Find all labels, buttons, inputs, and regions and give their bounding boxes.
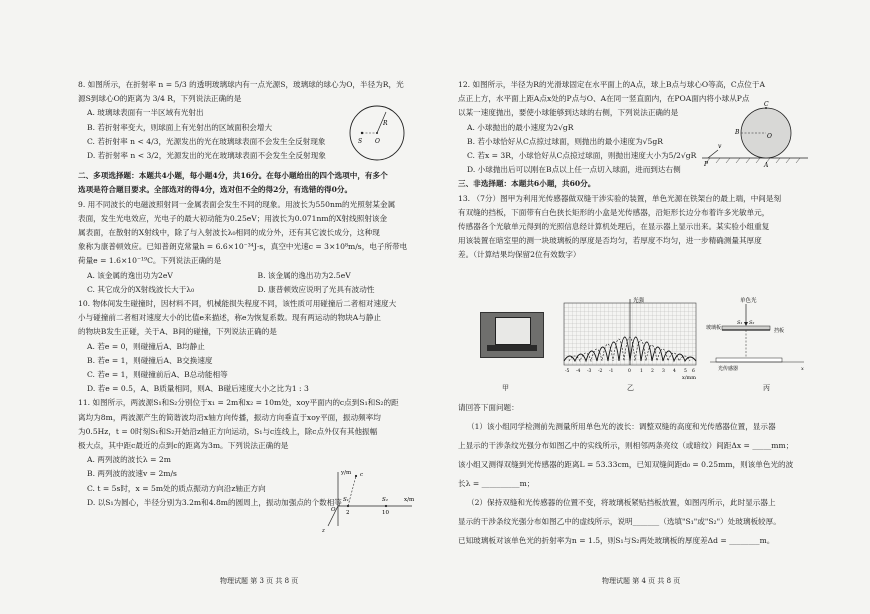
q9-option-d: D. 康普顿效应说明了光具有波动性 (257, 284, 375, 294)
monitor-screen (495, 317, 531, 345)
q13-stem-5: 差。（计算结果均保留2位有效数字） (458, 250, 581, 260)
tick-2: 2 (346, 510, 350, 516)
tick-label: 6 (692, 369, 695, 374)
graph-xlabel: x/mm (682, 375, 696, 381)
q9-stem-2: 表面，发生光电效应，光电子的最大初动能为0.25eV；用波长为0.071nm的X射线照射该金 (78, 213, 388, 223)
keyboard (487, 345, 537, 351)
page-footer-right: 物理试题 第 4 页 共 8 页 (602, 577, 681, 585)
label-o: O (331, 507, 336, 513)
center-dot (376, 132, 378, 134)
question-13 (458, 192, 810, 263)
q12-sphere-figure (700, 100, 810, 168)
setup-schematic (706, 296, 810, 380)
label-o: O (375, 138, 380, 145)
tick-label: -1 (609, 369, 614, 374)
arrow-head (744, 322, 748, 326)
q13-p1-3: 该小组又测得双缝到光传感器的距离L = 53.33cm，已知双缝间距d₀ = 0.25mm，则该单色光的波 (458, 460, 794, 469)
q8-option-a: A. 玻璃球表面有一半区域有光射出 (87, 108, 204, 118)
tick-label: 1 (640, 369, 643, 374)
q8-stem-2: 源S到球心O的距离为 3/4 R，下列说法正确的是 (78, 94, 242, 104)
q13-prompt: 请回答下面问题： (458, 403, 519, 412)
label-c: c (360, 472, 364, 478)
q9-stem-5: 荷量e = 1.6×10⁻¹⁹C。下列说法正确的是 (78, 256, 222, 266)
tick-10: 10 (382, 510, 389, 516)
graph-ticks (565, 368, 695, 374)
q11-stem-3: 为0.5Hz，t = 0时刻S₁和S₂开始沿z轴正方向运动，S₁与c连线上，除c点外仅有其他振幅 (78, 426, 378, 436)
label-glass: 玻璃板 (706, 325, 722, 331)
source-s1 (347, 505, 349, 507)
label-s2: S₂ (382, 497, 388, 503)
q8-sphere-figure (342, 103, 412, 163)
label-v: v (718, 143, 722, 150)
q13-stem-3: 传感器各个光敏单元得到的光照信息经计算机处理后，在显示器上显示出来。某实验小组重复 (458, 222, 770, 232)
q9-option-c: C. 其它成分的X射线波长大于λ₀ (87, 284, 195, 294)
ground-hatching (706, 158, 800, 163)
section-2-line-1: 二、多项选择题：本题共4小题，每小题4分，共16分。在每小题给出的四个选项中，有多个 (78, 171, 388, 181)
tick-label: 3 (662, 369, 665, 374)
label-s1: S₁ (343, 497, 349, 503)
q9-option-b: B. 该金属的逸出功为2.5eV (257, 270, 351, 280)
question-9 (78, 198, 428, 297)
q12-option-a: A. 小球抛出的最小速度为2√gR (467, 122, 574, 132)
q8-option-d: D. 若折射率 n < 3/2，光源发出的光在玻璃球表面不会发生全反射现象 (87, 151, 326, 161)
q11-wave-sources-figure (316, 468, 426, 536)
q11-stem-1: 11. 如图所示，两波源S₁和S₂分别位于x₁ = 2m和x₂ = 10m处，xoy平面内的c点到S₁和S₂的距 (78, 398, 399, 408)
label-sensor: 光传感器 (718, 366, 739, 372)
label-p: P (704, 161, 709, 168)
source-dot (361, 132, 363, 134)
label-z: z (322, 528, 325, 534)
light-sensor (716, 358, 782, 362)
q12-option-c: C. 若x = 3R，小球恰好从C点掠过球面，则抛出速度大小为5/2√gR (467, 151, 697, 161)
tick-label: -5 (565, 369, 570, 374)
q13-p2-2: 显示的干涉条纹光强分布如图乙中的虚线所示，说明_______（选填"S₁"或"S₂"）处玻璃板较厚。 (458, 517, 781, 526)
tick-label: 4 (673, 369, 676, 374)
q13-p1-4: 长λ = __________m； (458, 479, 535, 488)
label-s1: S₁ (737, 320, 743, 326)
q11-option-d: D. 以S₁为圆心，半径分别为3.2m和4.8m的圆周上，振动加强点的个数相等 (87, 497, 342, 507)
tick-label: -3 (587, 369, 592, 374)
graph-ylabel: 光强 (633, 298, 645, 304)
q10-option-b: B. 若e = 1，则碰撞后A、B交换速度 (87, 355, 213, 365)
section-3-header: 三、非选择题：本题共6小题，共60分。 (458, 179, 596, 189)
velocity-arrow (708, 150, 718, 158)
q13-p1-2: 上显示的干涉条纹光强分布如图乙中的实线所示，则相邻两条亮纹（或暗纹）间距Δx = _____mm； (458, 441, 794, 450)
section-2-header (78, 169, 428, 197)
q10-option-a: A. 若e = 0，则碰撞后A、B均静止 (87, 341, 205, 351)
label-s2: S₂ (749, 320, 755, 326)
q10-stem-1: 10. 物体间发生碰撞时，因材料不同，机械能损失程度不同，该性质可用碰撞后二者相对速度大 (78, 299, 397, 309)
q12-stem-1: 12. 如图所示，半径为R的光滑球固定在水平面上的A点，球上B点与球心O等高，C点位于A (458, 80, 765, 89)
label-a: A (764, 162, 769, 168)
page-footer-left: 物理试题 第 3 页 共 8 页 (220, 577, 299, 585)
q13-stem-4: 用该装置在暗室里的测一块玻璃板的厚度是否均匀，若厚度不均匀，进一步精确测量其厚度 (458, 236, 762, 246)
label-r: R (383, 120, 388, 127)
tick-label: 5 (684, 369, 687, 374)
q10-stem-3: 的物块B发生正碰，关于A、B间的碰撞，下列说法正确的是 (78, 327, 277, 337)
point-c (355, 475, 357, 477)
s1-to-c-line (348, 476, 356, 506)
label-slit: 挡板 (774, 328, 785, 334)
label-x: x/m (404, 497, 415, 503)
q9-option-a: A. 该金属的逸出功为2eV (87, 270, 173, 280)
caption-jia: 甲 (502, 384, 509, 392)
label-b: B (735, 129, 740, 136)
label-c: C (764, 101, 769, 108)
tick-label: 0 (628, 369, 631, 374)
q13-stem-1: 13. （7分）图甲为利用光传感器做双缝干涉实验的装置，单色光源在铁架台的最上端，中间是刻 (458, 193, 782, 203)
q8-stem-1: 8. 如图所示，在折射率 n = 5/3 的透明玻璃球内有一点光源S，玻璃球的球心为O，半径为R，光 (78, 80, 404, 89)
tick-label: -4 (576, 369, 581, 374)
q12-option-d: D. 小球抛出后可以刚在B点以上任一点切入球面，进而到达右侧 (467, 165, 681, 175)
tick-label: 2 (651, 369, 654, 374)
q9-stem-4: 象称为康普顿效应。已知普朗克常量h = 6.6×10⁻³⁴J·s，真空中光速c = 3×10⁸m/s，电子所带电 (78, 242, 408, 252)
q9-stem-3: 属表面，在散射的X射线中，除了与入射波长λ₀相同的成分外，还有其它波长成分，这种现 (78, 228, 380, 238)
q11-stem-4: 极大点，其中距c最近的点到c的距离为3m。下列说法正确的是 (78, 441, 289, 451)
label-s: S (358, 138, 363, 145)
q8-option-b: B. 若折射率变大，则球面上有光射出的区域面积会增大 (87, 122, 273, 132)
q11-option-b: B. 两列波的波速v = 2m/s (87, 469, 177, 479)
glass-plate (722, 326, 770, 330)
source-s2 (385, 505, 387, 507)
q13-p2-3: 已知玻璃板对该单色光的折射率为n = 1.5，则S₁与S₂两处玻璃板的厚度差Δd = ________m。 (458, 536, 775, 545)
label-x: x (801, 366, 804, 372)
q12-stem-3: 以某一速度抛出，要使小球能够到达球的右侧，下列说法正确的是 (458, 108, 679, 118)
apparatus-photo (480, 312, 544, 358)
q11-option-a: A. 两列波的波长λ = 2m (87, 455, 171, 465)
label-source: 单色光 (740, 298, 757, 304)
q11-stem-2: 离均为8m，两波源产生的简谐波均沿x轴方向传播，振动方向垂直于xoy平面，振动频率均 (78, 412, 381, 422)
caption-yi: 乙 (627, 384, 634, 392)
q8-option-c: C. 若折射率 n < 4/3，光源发出的光在玻璃球表面不会发生全反射现象 (87, 136, 326, 146)
q13-subquestions (458, 398, 810, 550)
q10-option-c: C. 若e = 1，则碰撞前后A、B总动能相等 (87, 370, 228, 380)
intensity-graph (556, 295, 704, 383)
caption-bing: 丙 (763, 384, 770, 392)
question-10 (78, 297, 428, 396)
q12-option-b: B. 若小球恰好从C点掠过球面，则抛出的最小速度为√5gR (467, 136, 663, 146)
q10-option-d: D. 若e = 0.5，A、B质量相同，则A、B碰后速度大小之比为1 : 3 (87, 384, 309, 394)
tick-label: -2 (598, 369, 603, 374)
q12-stem-2: 点正上方，水平面上距A点x处的P点与O、A在同一竖直面内，在POA面内将小球从P点 (458, 94, 750, 104)
section-2-line-2: 选项是符合题目要求。全部选对的得4分，选对但不全的得2分，有选错的得0分。 (78, 185, 353, 195)
q11-option-c: C. t = 5s时，x = 5m处的质点振动方向沿z轴正方向 (87, 483, 266, 493)
label-y: y/m (341, 470, 352, 476)
q9-stem-1: 9. 用不同波长的电磁波照射同一金属表面会发生不同的现象。用波长为550nm的光照射某金属 (78, 199, 396, 209)
q13-p2-1: （2）保持双缝和光传感器的位置不变，将玻璃板紧贴挡板放置，如图丙所示，此时显示器上 (467, 498, 776, 507)
label-o: O (767, 133, 772, 140)
q13-stem-2: 有双缝的挡板，下面带有白色狭长矩形的小盒是光传感器，沿矩形长边分布着许多光敏单元， (458, 207, 770, 217)
q10-stem-2: 小与碰撞前二者相对速度大小的比值e来描述，称e为恢复系数。现有两运动的物块A与静止 (78, 313, 382, 323)
q13-p1-1: （1）该小组同学检测前先测量所用单色光的波长：调整双缝的高度和光传感器位置，显示器 (467, 422, 776, 431)
